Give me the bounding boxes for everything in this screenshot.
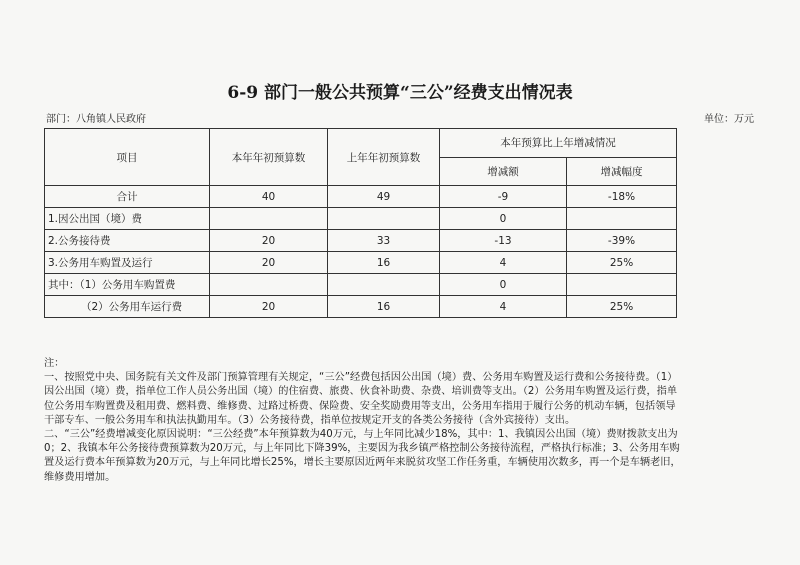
row-prev [328,274,440,296]
table-header-row [45,129,677,158]
row-label: 1.因公出国（境）费 [45,208,210,230]
row-rate [567,274,677,296]
row-current: 20 [210,296,328,318]
budget-table [44,128,677,318]
row-label: （2）公务用车运行费 [45,296,210,318]
row-current: 20 [210,252,328,274]
row-amount: 0 [440,274,567,296]
department-label: 部门：八角镇人民政府 [46,114,146,125]
table-row [45,252,677,274]
table-row [45,274,677,296]
row-rate: -39% [567,230,677,252]
note-paragraph: 二、“三公”经费增减变化原因说明：“三公经费”本年预算数为40万元，与上年同比减少18%，其中：1、我镇因公出国（境）费财拨款支出为0；2、我镇本年公务接待费预算数为20万元，与上年同比下降39%，主要因为我乡镇严格控制公务接待流程，严格执行标准；3、公务用车购置及运行费本年预算数为20万元，与上年同比增长25%，增长主要原因近两年来脱贫攻坚工作任务重，车辆使用次数多，再一个是车辆老旧，维修费用增加。 [44,429,681,483]
header-prev-budget: 上年年初预算数 [328,129,440,186]
row-amount: 0 [440,208,567,230]
unit-label: 单位：万元 [704,114,754,125]
row-prev: 16 [328,296,440,318]
header-item: 项目 [45,129,210,186]
notes-heading: 注： [44,358,65,369]
row-prev: 16 [328,252,440,274]
row-rate: 25% [567,296,677,318]
row-amount: 4 [440,252,567,274]
row-rate: -18% [567,186,677,208]
table-row [45,230,677,252]
row-prev [328,208,440,230]
row-current: 20 [210,230,328,252]
row-current [210,274,328,296]
table-row [45,186,677,208]
row-label: 合计 [45,186,210,208]
page-title: 6-9 部门一般公共预算“三公”经费支出情况表 [227,83,573,103]
row-label: 3.公务用车购置及运行 [45,252,210,274]
row-label: 其中：（1）公务用车购置费 [45,274,210,296]
row-current: 40 [210,186,328,208]
row-amount: -9 [440,186,567,208]
row-rate: 25% [567,252,677,274]
header-current-budget: 本年年初预算数 [210,129,328,186]
notes-section [44,357,684,485]
row-amount: -13 [440,230,567,252]
header-change-group: 本年预算比上年增减情况 [440,129,677,158]
row-current [210,208,328,230]
row-amount: 4 [440,296,567,318]
table-row [45,296,677,318]
header-change-amount: 增减额 [440,157,567,186]
row-prev: 49 [328,186,440,208]
note-paragraph: 一、按照党中央、国务院有关文件及部门预算管理有关规定，“三公”经费包括因公出国（境）费、公务用车购置及运行费和公务接待费。（1）因公出国（境）费，指单位工作人员公务出国（境）的住宿费、旅费、伙食补助费、杂费、培训费等支出。（2）公务用车购置及运行费，指单位公务用车购置费及租用费、燃料费、维修费、过路过桥费、保险费、安全奖励费用等支出，公务用车指用于履行公务的机动车辆，包括领导干部专车、一般公务用车和执法执勤用车。（3）公务接待费，指单位按规定开支的各类公务接待（含外宾接待）支出。 [44,372,678,426]
header-change-rate: 增减幅度 [567,157,677,186]
table-row [45,208,677,230]
row-label: 2.公务接待费 [45,230,210,252]
row-rate [567,208,677,230]
row-prev: 33 [328,230,440,252]
